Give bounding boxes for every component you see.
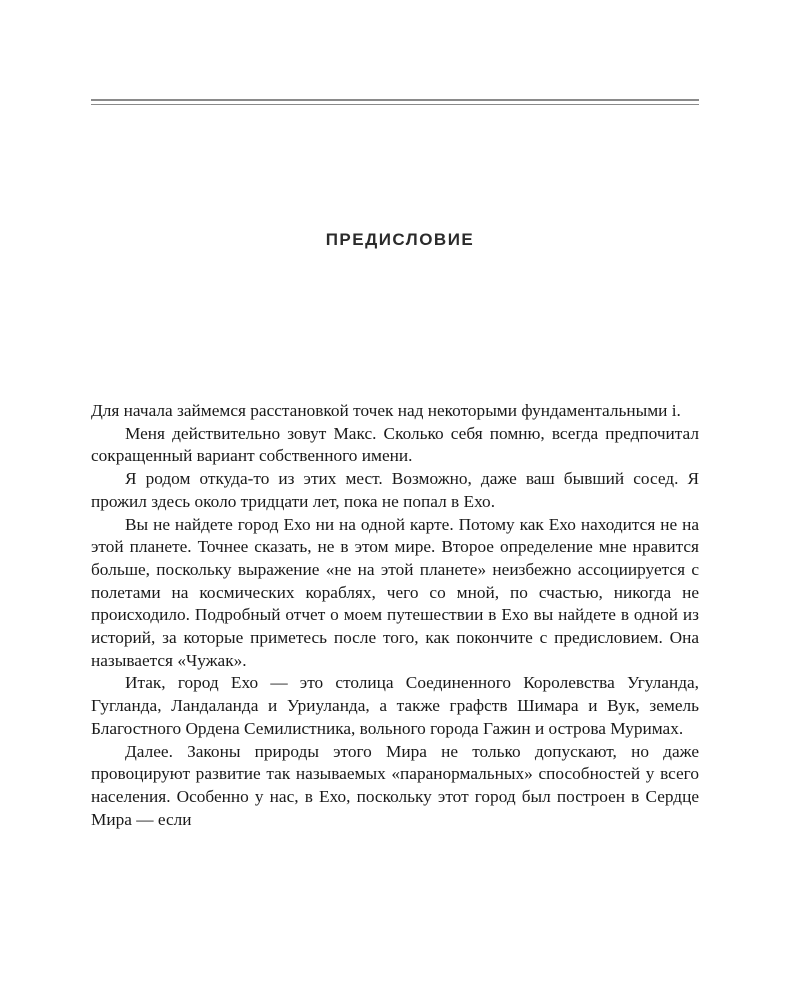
paragraph-5: Итак, город Ехо — это столица Соединенного Королевства Угуланда, Гугланда, Ландаланда и Уриуланда, а также графств Шимара и Вук, земель Благостного Ордена Семилистника, вольного города Гажин и острова Муримах. bbox=[91, 673, 699, 738]
paragraph-1: Для начала займемся расстановкой точек над некоторыми фундаментальными i. bbox=[91, 401, 681, 420]
paragraph-4: Вы не найдете город Ехо ни на одной карте. Потому как Ехо находится не на этой планете. Точнее сказать, не в этом мире. Второе определение мне нравится больше, поскольку выражение «не на этой планете» неизбежно ассоциируется с полетами на космических кораблях, чего со мной, по счастью, никогда не происходило. Подробный отчет о моем путешествии в Ехо вы найдете в одной из историй, за которые приметесь после того, как покончите с предисловием. Она называется «Чужак». bbox=[91, 514, 699, 670]
header-rule-thick bbox=[91, 99, 699, 101]
header-rule-thin bbox=[91, 104, 699, 105]
body-text bbox=[91, 400, 699, 831]
paragraph-6: Далее. Законы природы этого Мира не только допускают, но даже провоцируют развитие так называемых «паранормальных» способностей у всего населения. Особенно у нас, в Ехо, поскольку этот город был построен в Сердце Мира — если bbox=[91, 741, 699, 829]
paragraph-2: Меня действительно зовут Макс. Сколько себя помню, всегда предпочитал сокращенный вариант собственного имени. bbox=[91, 423, 699, 466]
chapter-title: ПРЕДИСЛОВИЕ bbox=[325, 230, 475, 249]
paragraph-3: Я родом откуда-то из этих мест. Возможно, даже ваш бывший сосед. Я прожил здесь около тридцати лет, пока не попал в Ехо. bbox=[91, 469, 699, 511]
